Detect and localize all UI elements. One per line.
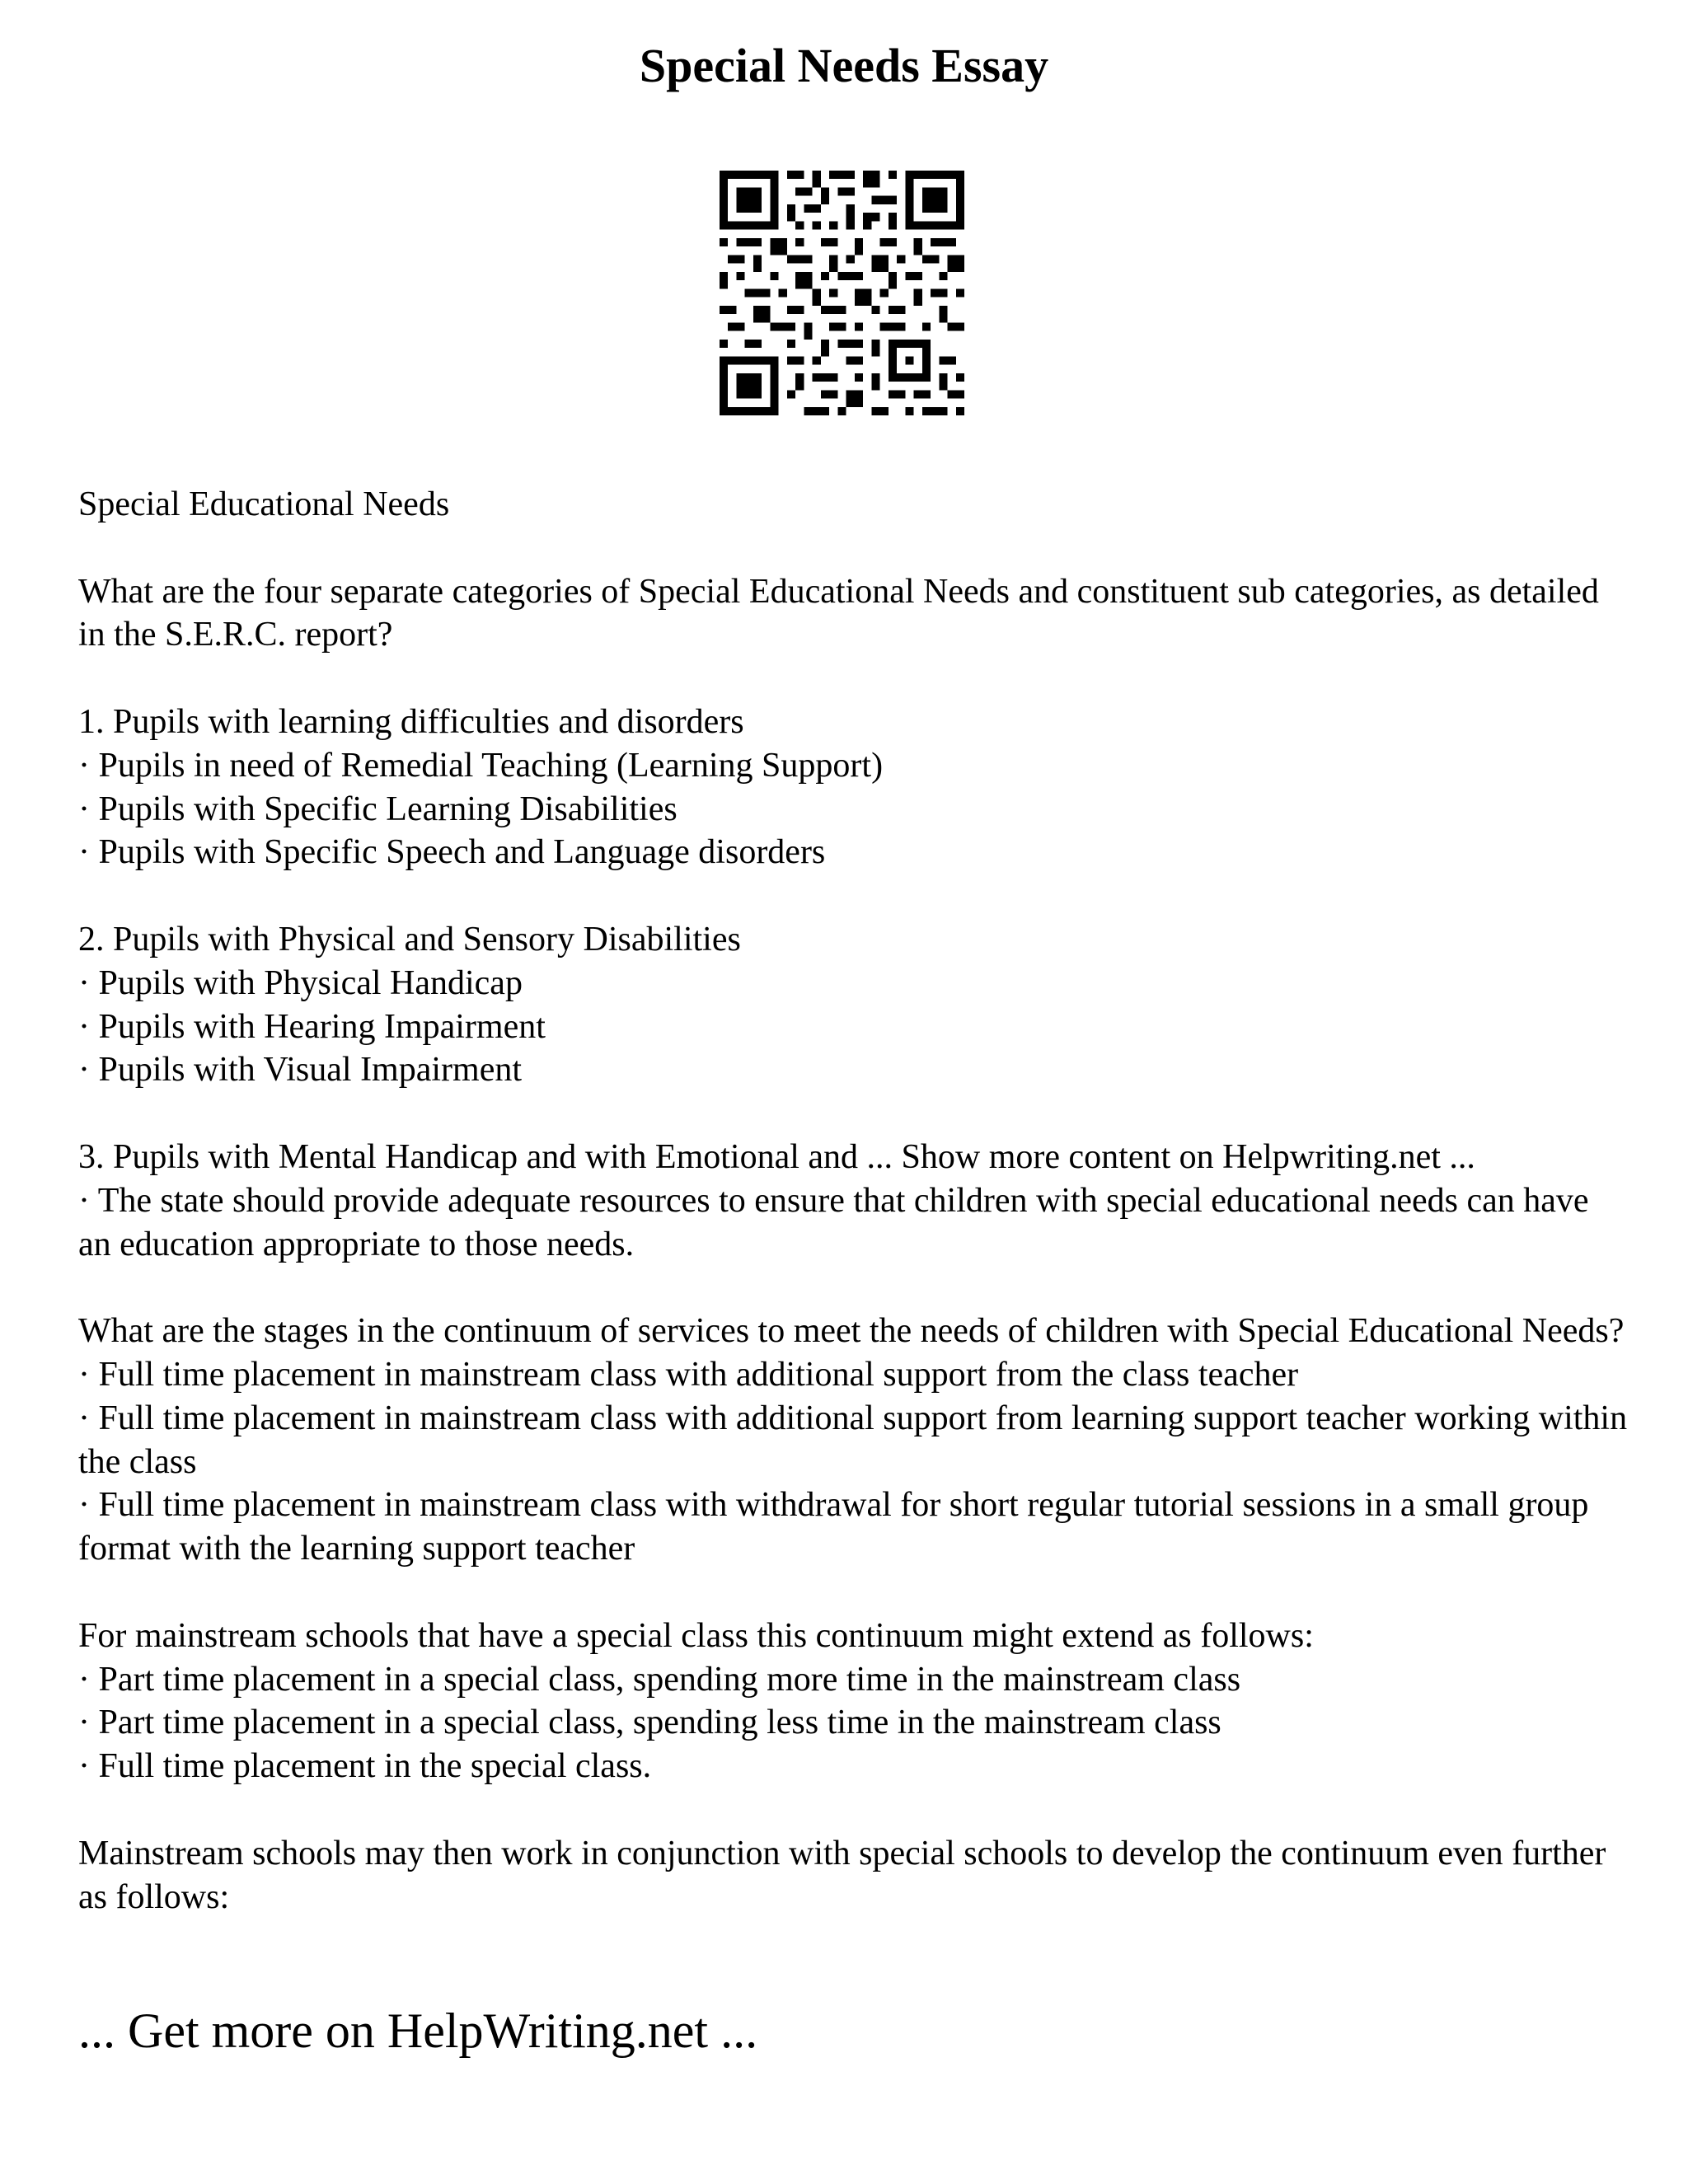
paragraph	[78, 701, 1628, 874]
list-item: · Part time placement in a special class, spending less time in the mainstream class	[78, 1704, 1221, 1742]
list-item: · Pupils with Visual Impairment	[78, 1051, 523, 1090]
paragraph	[78, 570, 1628, 658]
list-item: · Pupils with Hearing Impairment	[78, 1007, 546, 1046]
list-item: · Full time placement in mainstream class with additional support from learning support teacher working within the class	[78, 1399, 1628, 1481]
page-title: Special Needs Essay	[639, 39, 1049, 92]
paragraph	[78, 1310, 1628, 1571]
list-item: · The state should provide adequate resources to ensure that children with special educational needs can have an education appropriate to those needs.	[78, 1181, 1589, 1263]
paragraph	[78, 1615, 1628, 1788]
list-item: · Part time placement in a special class, spending more time in the mainstream class	[78, 1660, 1241, 1699]
list-item: · Full time placement in mainstream class with additional support from the class teacher	[78, 1355, 1299, 1394]
qr-code-icon	[720, 171, 964, 415]
paragraph	[78, 918, 1628, 1092]
list-item: · Pupils with Physical Handicap	[78, 963, 523, 1002]
essay-body	[78, 483, 1628, 1962]
list-heading: 1. Pupils with learning difficulties and disorders	[78, 702, 744, 741]
list-item: · Pupils in need of Remedial Teaching (Learning Support)	[78, 746, 884, 785]
list-item: · Full time placement in the special class.	[78, 1747, 652, 1786]
paragraph-line: Mainstream schools may then work in conjunction with special schools to develop the continuum even further as follows:	[78, 1834, 1606, 1916]
essay-heading: Special Educational Needs	[78, 485, 450, 523]
paragraph	[78, 1832, 1628, 1919]
list-heading: 2. Pupils with Physical and Sensory Disabilities	[78, 920, 741, 958]
list-item: · Full time placement in mainstream class with withdrawal for short regular tutorial sessions in a small group format with the learning support teacher	[78, 1486, 1589, 1568]
list-heading: 3. Pupils with Mental Handicap and with Emotional and ... Show more content on Helpwriting.net ...	[78, 1137, 1475, 1176]
paragraph-line: For mainstream schools that have a special class this continuum might extend as follows:	[78, 1616, 1314, 1655]
get-more-link[interactable]: ... Get more on HelpWriting.net ...	[78, 2004, 758, 2058]
paragraph-line: What are the four separate categories of Special Educational Needs and constituent sub categories, as detailed in the S.E.R.C. report?	[78, 572, 1599, 654]
list-item: · Pupils with Specific Speech and Language disorders	[78, 833, 826, 872]
paragraph	[78, 1136, 1628, 1266]
paragraph-line: What are the stages in the continuum of services to meet the needs of children with Special Educational Needs?	[78, 1312, 1625, 1351]
list-item: · Pupils with Specific Learning Disabilities	[78, 790, 678, 828]
